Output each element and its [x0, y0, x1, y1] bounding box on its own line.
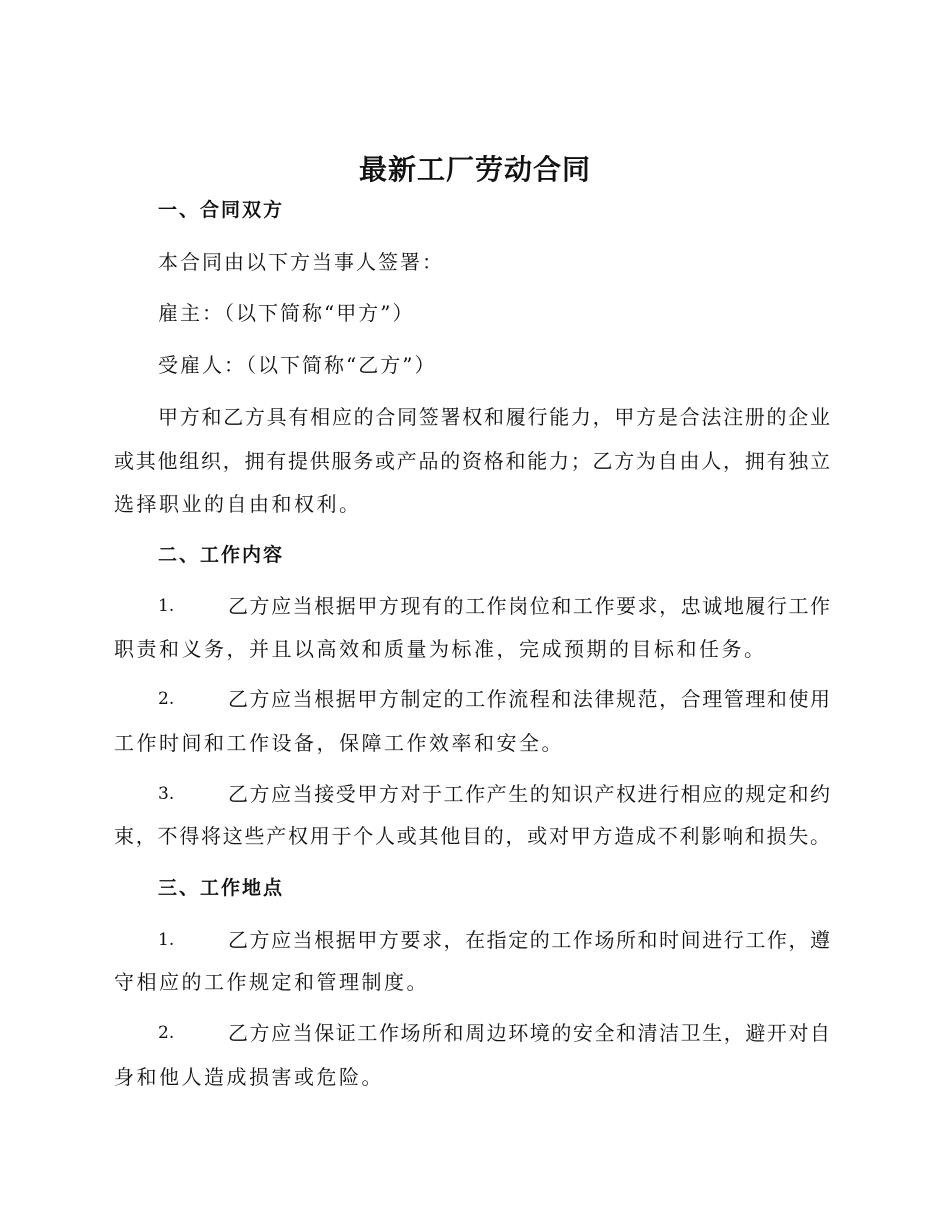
list-item-text: 乙方应当根据甲方要求，在指定的工作场所和时间进行工作，遵 [228, 928, 830, 952]
list-item-number: 2. [158, 1023, 175, 1043]
list-item-text: 乙方应当保证工作场所和周边环境的安全和清洁卫生，避开对自 [228, 1021, 830, 1045]
list-item-text: 乙方应当接受甲方对于工作产生的知识产权进行相应的规定和约 [228, 782, 830, 806]
list-item-text: 工作时间和工作设备，保障工作效率和安全。 [114, 731, 564, 755]
list-item-text: 束，不得将这些产权用于个人或其他目的，或对甲方造成不利影响和损失。 [114, 824, 830, 848]
intro-text: 本合同由以下方当事人签署： [158, 250, 444, 274]
list-item-number: 3. [158, 784, 175, 804]
list-item-number: 2. [158, 689, 175, 709]
section-heading-work-content: 二、工作内容 [158, 544, 285, 566]
list-item-text: 守相应的工作规定和管理制度。 [114, 970, 429, 994]
list-item-number: 1. [158, 596, 175, 616]
list-item-number: 1. [158, 930, 175, 950]
parties-paragraph-line: 甲方和乙方具有相应的合同签署权和履行能力，甲方是合法注册的企业 [158, 405, 830, 429]
parties-paragraph-line: 或其他组织，拥有提供服务或产品的资格和能力；乙方为自由人，拥有独立 [114, 449, 830, 473]
employer-line: 雇主：（以下简称“甲方”） [158, 301, 415, 325]
section-heading-parties: 一、合同双方 [158, 199, 285, 221]
parties-paragraph-line: 选择职业的自由和权利。 [114, 492, 362, 516]
document-title: 最新工厂劳动合同 [358, 153, 591, 186]
section-heading-work-location: 三、工作地点 [158, 877, 285, 899]
list-item-text: 乙方应当根据甲方制定的工作流程和法律规范，合理管理和使用 [228, 687, 830, 711]
employee-line: 受雇人：（以下简称“乙方”） [158, 353, 437, 377]
list-item-text: 职责和义务，并且以高效和质量为标准，完成预期的目标和任务。 [114, 637, 767, 661]
list-item-text: 身和他人造成损害或危险。 [114, 1065, 384, 1089]
list-item-text: 乙方应当根据甲方现有的工作岗位和工作要求，忠诚地履行工作 [228, 594, 830, 618]
